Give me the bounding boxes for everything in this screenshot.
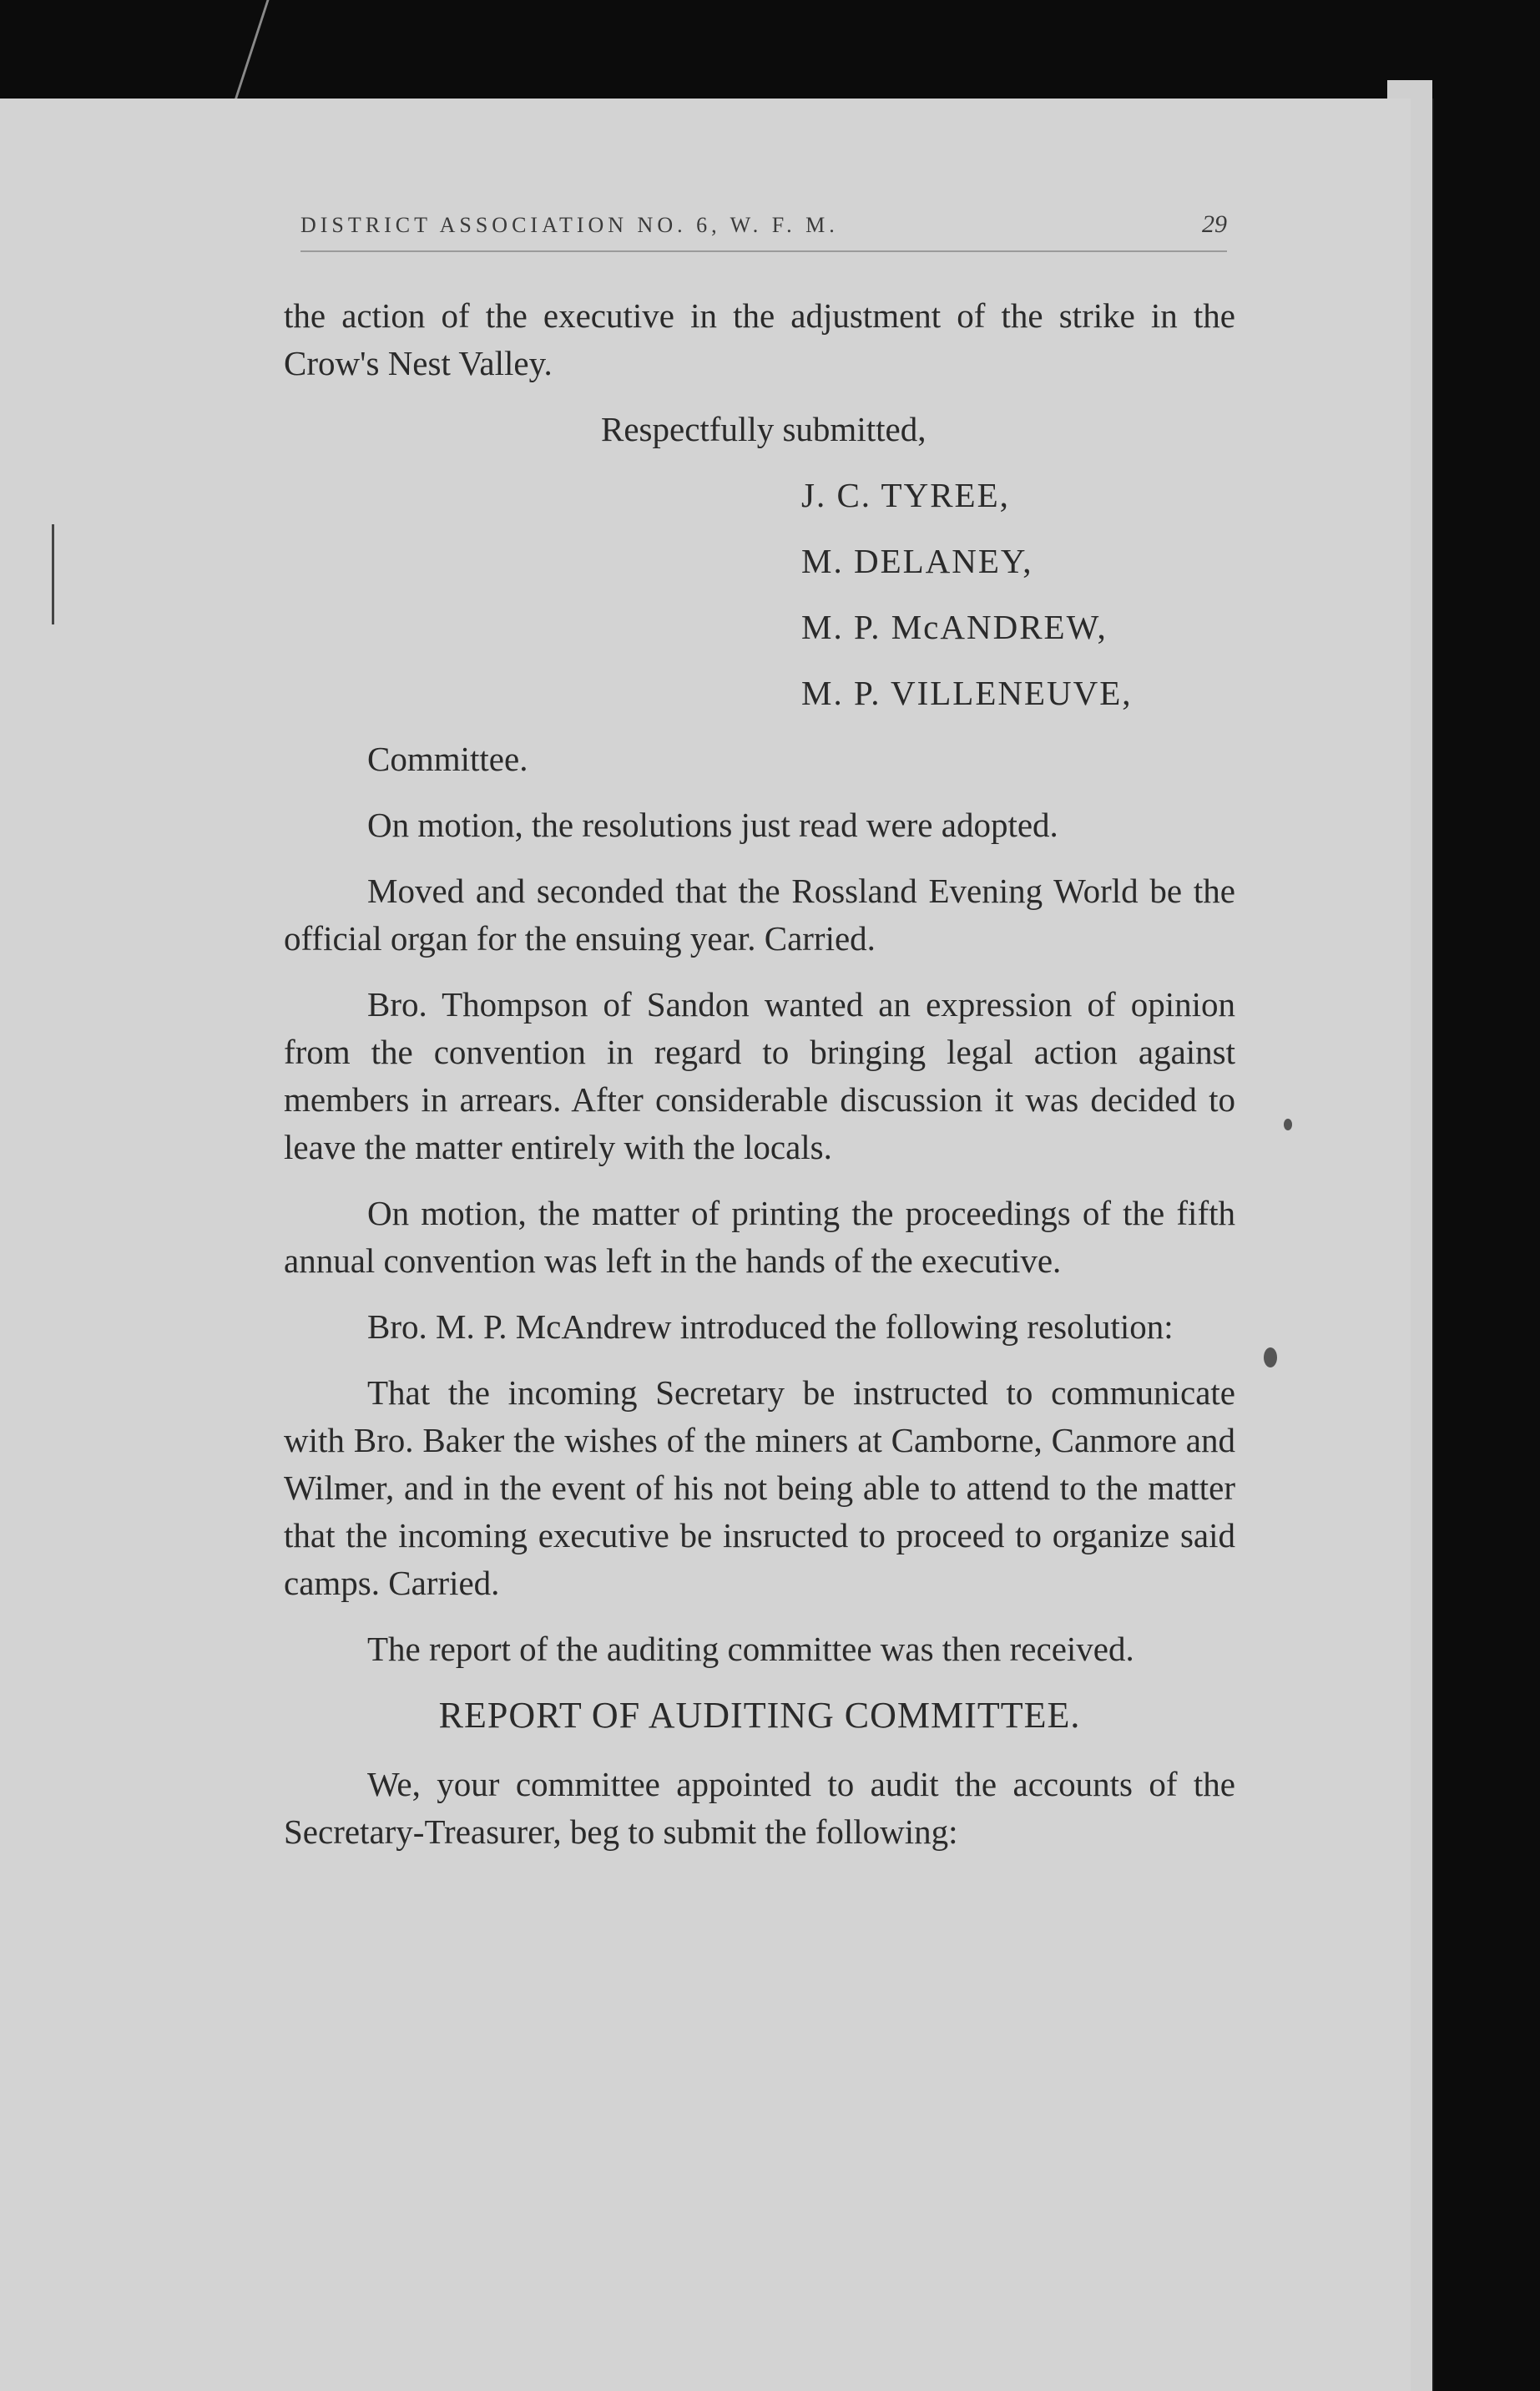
margin-mark [52, 524, 54, 624]
scan-speck [1284, 1119, 1292, 1130]
section-heading: REPORT OF AUDITING COMMITTEE. [438, 1695, 1081, 1736]
report-intro: We, your committee appointed to audit the accounts of the Secretary-Treasurer, beg to submit the following: [284, 1765, 1235, 1851]
paragraph: That the incoming Secretary be instructed to communicate with Bro. Baker the wishes of the miners at Camborne, Canmore and Wilmer, and in the event of his not being able to attend to the matter that the incoming executive be insructed to proceed to organize said camps. Carried. [284, 1373, 1235, 1602]
paragraph: On motion, the matter of printing the proceedings of the fifth annual convention was left in the hands of the executive. [284, 1194, 1235, 1280]
running-head [300, 210, 1227, 252]
signature-name: J. C. TYREE, [801, 476, 1010, 514]
paragraph: Moved and seconded that the Rossland Evening World be the official organ for the ensuing year. Carried. [284, 872, 1235, 958]
paragraph: Bro. M. P. McAndrew introduced the following resolution: [367, 1307, 1174, 1346]
running-title: DISTRICT ASSOCIATION NO. 6, W. F. M. [300, 213, 839, 237]
opening-paragraph: the action of the executive in the adjustment of the strike in the Crow's Nest Valley. [284, 296, 1235, 382]
committee-label: Committee. [367, 740, 528, 778]
paragraph: The report of the auditing committee was then received. [367, 1630, 1134, 1668]
scan-speck [1264, 1347, 1277, 1367]
paragraph: On motion, the resolutions just read were adopted. [367, 806, 1058, 844]
page-number: 29 [1202, 210, 1227, 238]
paragraph: Bro. Thompson of Sandon wanted an expression of opinion from the convention in regard to bringing legal action against members in arrears. After considerable discussion it was decided to leave the matter entirely with the locals. [284, 985, 1235, 1166]
signature-name: M. P. McANDREW, [801, 608, 1108, 646]
signature-name: M. DELANEY, [801, 542, 1033, 580]
signature-name: M. P. VILLENEUVE, [801, 674, 1133, 712]
scan-artifact-line [235, 0, 270, 100]
page-text [284, 292, 1235, 1874]
signoff: Respectfully submitted, [601, 410, 927, 448]
